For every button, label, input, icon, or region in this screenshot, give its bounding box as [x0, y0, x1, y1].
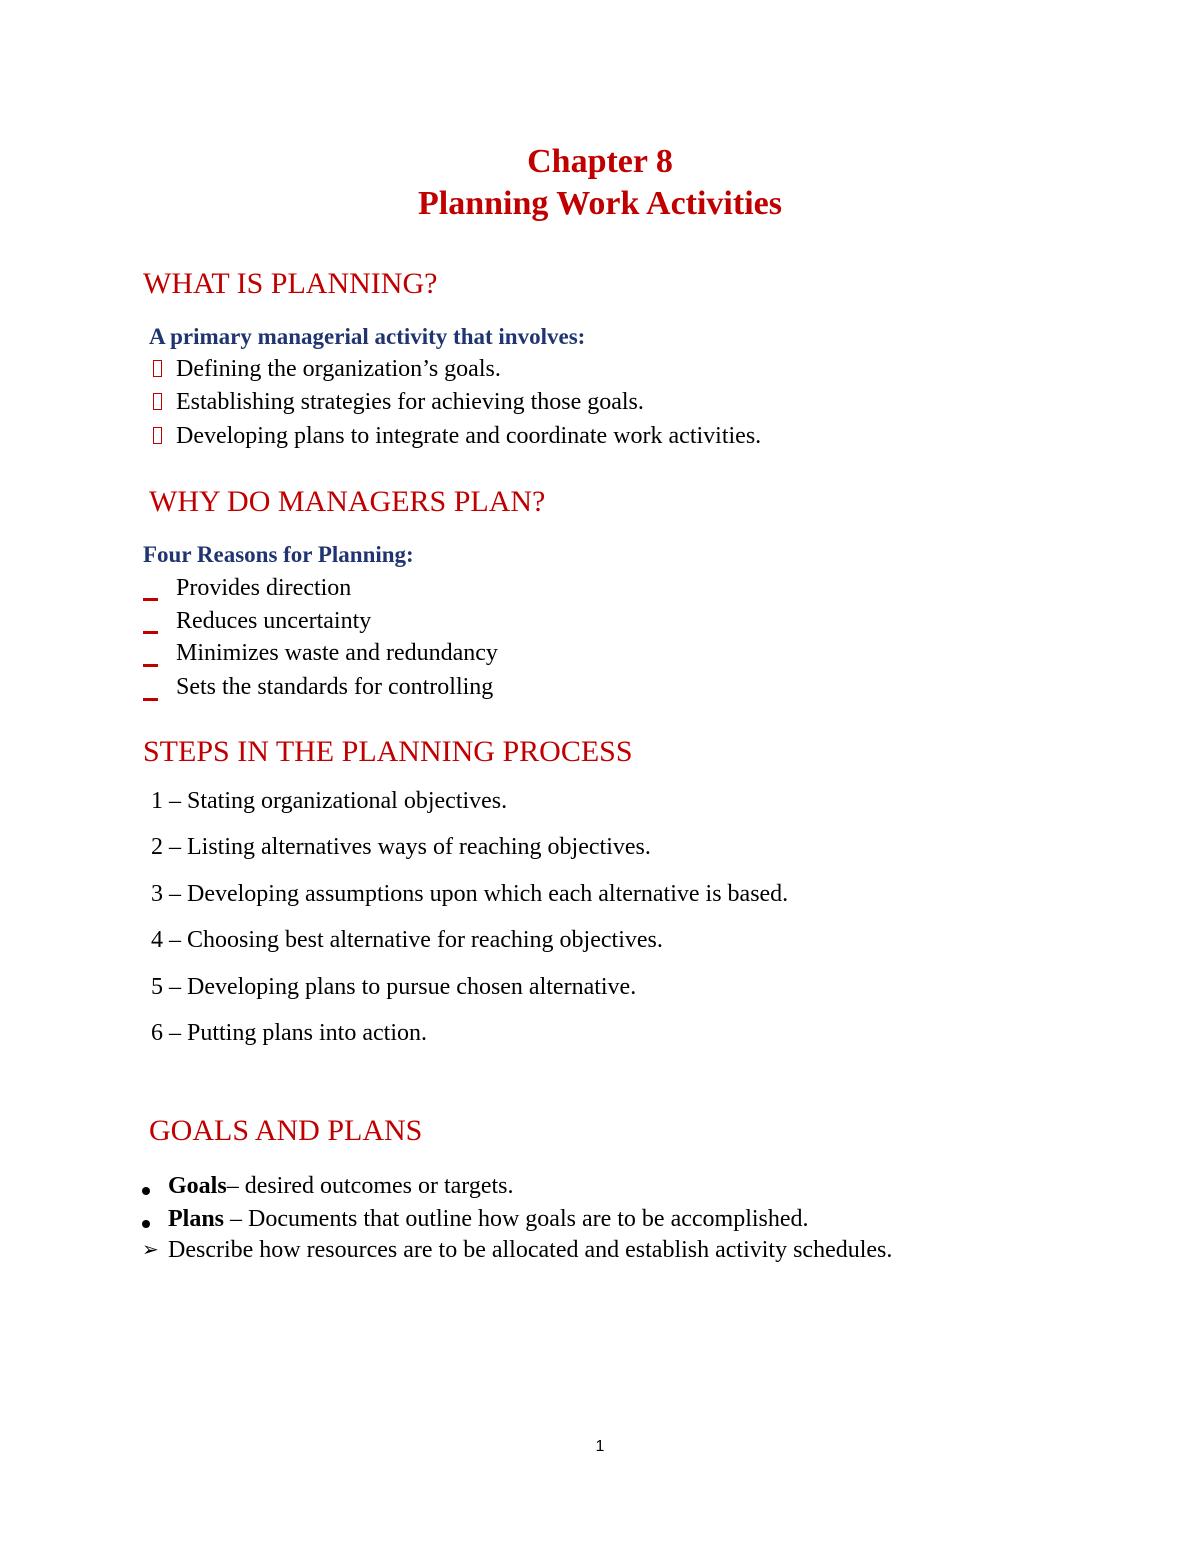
- step-item: 5 – Developing plans to pursue chosen alternative.: [151, 974, 637, 1000]
- dash-bullet-icon: [143, 654, 158, 672]
- term-goals: Goals: [168, 1173, 227, 1199]
- section-heading-what-is-planning: WHAT IS PLANNING?: [143, 267, 438, 300]
- definition-plans: – Documents that outline how goals are to be accomplished.: [224, 1206, 809, 1232]
- list-item: Defining the organization’s goals.: [176, 356, 501, 382]
- dash-bullet-icon: [143, 688, 158, 706]
- term-plans: Plans: [168, 1206, 225, 1232]
- step-item: 3 – Developing assumptions upon which each alternative is based.: [151, 881, 789, 907]
- list-item-arrow: Describe how resources are to be allocated and establish activity schedules.: [168, 1237, 893, 1263]
- section-heading-goals-and-plans: GOALS AND PLANS: [149, 1114, 423, 1147]
- box-bullet-icon: [153, 360, 162, 382]
- section-subheading-primary-activity: A primary managerial activity that involves:: [149, 324, 586, 349]
- definition-goals: – desired outcomes or targets.: [226, 1173, 514, 1199]
- chapter-number: Chapter 8: [527, 143, 673, 180]
- step-item: 1 – Stating organizational objectives.: [151, 788, 508, 814]
- page-number: 1: [595, 1438, 605, 1455]
- list-item: Minimizes waste and redundancy: [176, 640, 498, 666]
- dot-bullet-icon: [142, 1215, 150, 1233]
- list-item: Reduces uncertainty: [176, 608, 372, 634]
- step-item: 2 – Listing alternatives ways of reaching objectives.: [151, 834, 651, 860]
- arrow-bullet-icon: ➢: [142, 1237, 159, 1261]
- section-heading-why-plan: WHY DO MANAGERS PLAN?: [149, 485, 546, 518]
- box-bullet-icon: [153, 427, 162, 449]
- list-item: Developing plans to integrate and coordinate work activities.: [176, 423, 762, 449]
- step-item: 4 – Choosing best alternative for reaching objectives.: [151, 927, 663, 953]
- chapter-title: Planning Work Activities: [418, 185, 782, 222]
- dash-bullet-icon: [143, 588, 158, 606]
- dash-bullet-icon: [143, 621, 158, 639]
- box-bullet-icon: [153, 393, 162, 415]
- list-item: Provides direction: [176, 575, 352, 601]
- step-item: 6 – Putting plans into action.: [151, 1020, 427, 1046]
- list-item: Establishing strategies for achieving those goals.: [176, 389, 644, 415]
- list-item-goals: [168, 1171, 514, 1201]
- section-heading-planning-steps: STEPS IN THE PLANNING PROCESS: [143, 735, 633, 768]
- list-item-plans: [168, 1204, 809, 1234]
- list-item: Sets the standards for controlling: [176, 674, 494, 700]
- section-subheading-four-reasons: Four Reasons for Planning:: [143, 542, 414, 567]
- dot-bullet-icon: [142, 1182, 150, 1200]
